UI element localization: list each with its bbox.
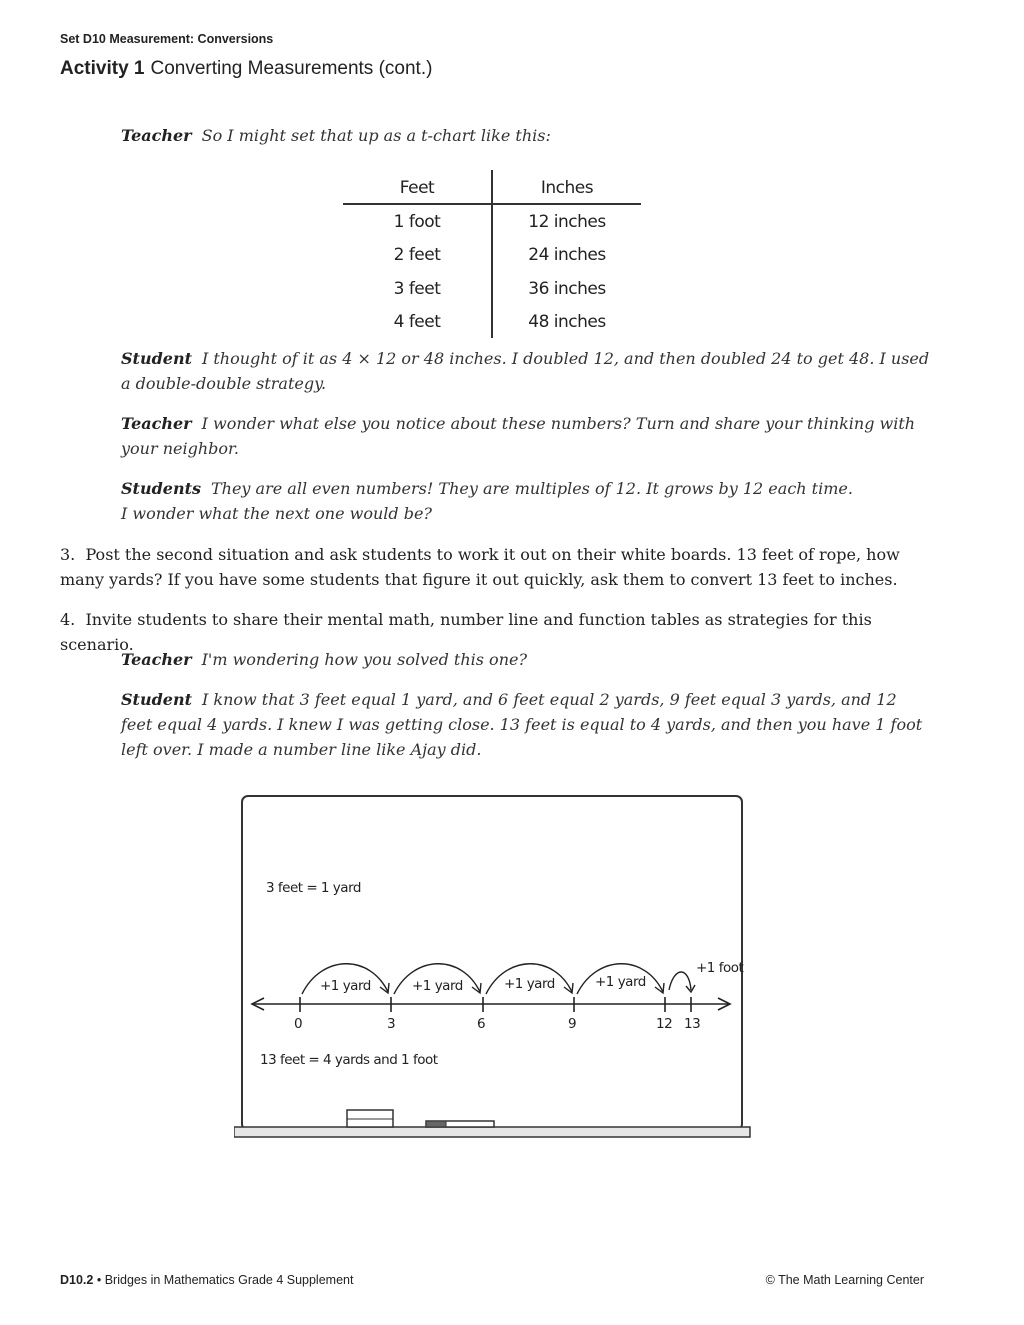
t-chart-header-feet: Feet xyxy=(399,178,435,198)
note-3-feet-1-yard: 3 feet = 1 yard xyxy=(266,880,361,896)
dialog-teacher-2 xyxy=(121,411,931,461)
dialog-teacher-1 xyxy=(121,123,931,148)
step-number: 3. xyxy=(60,545,76,564)
whiteboard-drawing xyxy=(234,794,752,1140)
board-tray xyxy=(234,1127,750,1137)
dialog-text: I know that 3 feet equal 1 yard, and 6 feet equal 2 yards, 9 feet equal 3 yards, and 12 feet equal 4 yards. I knew I was getting close. 13 feet is equal to 4 yards, and then you have 1 foot left over. I made a number line like Ajay did. xyxy=(121,690,923,759)
dialog-text: I'm wondering how you solved this one? xyxy=(201,650,528,669)
speaker-label: Teacher xyxy=(121,126,192,145)
speaker-label: Teacher xyxy=(121,414,192,433)
tick-label: 13 xyxy=(684,1016,701,1032)
t-chart-cell: 48 inches xyxy=(528,312,606,332)
t-chart-cell: 12 inches xyxy=(528,212,606,232)
whiteboard xyxy=(234,794,752,1140)
note-13-feet: 13 feet = 4 yards and 1 foot xyxy=(260,1052,438,1068)
activity-label: Activity 1 xyxy=(60,58,145,79)
t-chart-cell: 1 foot xyxy=(393,212,441,232)
t-chart-cell: 2 feet xyxy=(393,245,441,265)
t-chart-cell: 4 feet xyxy=(393,312,441,332)
activity-title xyxy=(60,58,432,80)
jump-label: +1 yard xyxy=(595,974,646,990)
jump-label-foot: +1 foot xyxy=(696,960,744,976)
dialog-student-2 xyxy=(121,687,931,762)
copyright: © The Math Learning Center xyxy=(765,1273,924,1287)
tick-label: 3 xyxy=(387,1016,396,1032)
activity-subtitle: Converting Measurements (cont.) xyxy=(150,58,433,79)
step-3 xyxy=(60,542,930,592)
jump-label: +1 yard xyxy=(504,976,555,992)
page-number: D10.2 xyxy=(60,1273,94,1287)
t-chart-cell: 36 inches xyxy=(528,279,606,299)
board-frame xyxy=(242,796,742,1130)
speaker-label: Student xyxy=(121,690,192,709)
set-header: Set D10 Measurement: Conversions xyxy=(60,32,274,46)
tick-label: 12 xyxy=(656,1016,673,1032)
speaker-label: Student xyxy=(121,349,192,368)
dialog-student-1 xyxy=(121,346,931,396)
dialog-teacher-3 xyxy=(121,647,931,672)
dialog-text: I wonder what else you notice about these numbers? Turn and share your thinking with your neighbor. xyxy=(121,414,916,458)
step-text: Invite students to share their mental math, number line and function tables as strategies for this scenario. xyxy=(60,610,872,654)
tick-label: 0 xyxy=(294,1016,303,1032)
tick-label: 9 xyxy=(568,1016,577,1032)
t-chart xyxy=(343,170,641,340)
dialog-text-line-2: I wonder what the next one would be? xyxy=(121,504,432,523)
jump-label: +1 yard xyxy=(320,978,371,994)
t-chart-cell: 3 feet xyxy=(393,279,441,299)
footer-bullet: • xyxy=(96,1273,102,1287)
dialog-text: They are all even numbers! They are multiples of 12. It grows by 12 each time. xyxy=(210,479,853,498)
dialog-students xyxy=(121,476,931,526)
step-text: Post the second situation and ask students to work it out on their white boards. 13 feet of rope, how many yards? If you have some students that figure it out quickly, ask them to convert 13 feet to inches. xyxy=(60,545,900,589)
tick-label: 6 xyxy=(477,1016,486,1032)
step-number: 4. xyxy=(60,610,76,629)
dialog-text: I thought of it as 4 × 12 or 48 inches. I doubled 12, and then doubled 24 to get 48. I used a double-double strategy. xyxy=(121,349,930,393)
t-chart-cell: 24 inches xyxy=(528,245,606,265)
speaker-label: Teacher xyxy=(121,650,192,669)
speaker-label: Students xyxy=(121,479,201,498)
footer-page-info xyxy=(60,1273,353,1287)
t-chart-header-rule xyxy=(343,203,641,205)
book-title: Bridges in Mathematics Grade 4 Supplement xyxy=(104,1273,354,1287)
jump-label: +1 yard xyxy=(412,978,463,994)
dialog-text: So I might set that up as a t-chart like this: xyxy=(201,126,551,145)
t-chart-header-inches: Inches xyxy=(540,178,594,198)
